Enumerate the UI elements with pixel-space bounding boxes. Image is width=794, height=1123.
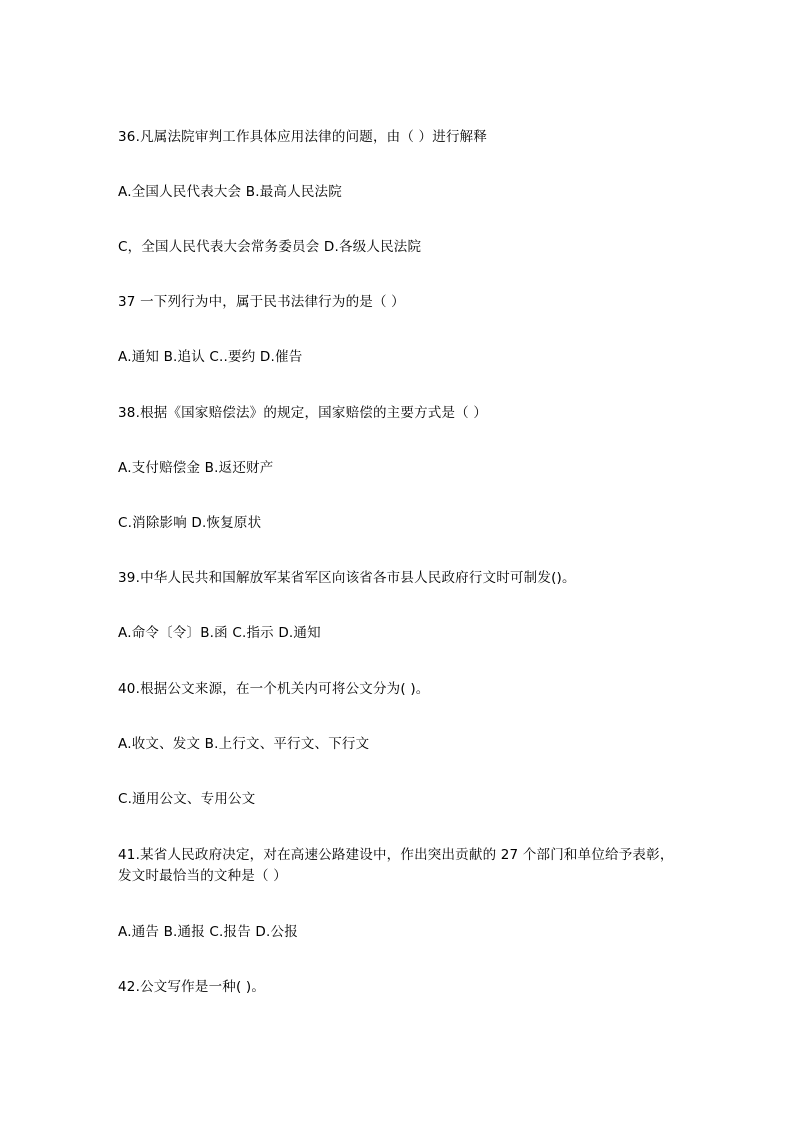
question-39-text: 39.中华人民共和国解放军某省军区向该省各市县人民政府行文时可制发()。 [118, 570, 576, 586]
question-41-options: A.通告 B.通报 C.报告 D.公报 [118, 924, 298, 940]
question-42-text: 42.公文写作是一种( )。 [118, 979, 266, 995]
question-41-text-line-1: 41.某省人民政府决定，对在高速公路建设中，作出突出贡献的 27 个部门和单位给予表彰， [118, 847, 674, 863]
question-38-options-ab: A.支付赔偿金 B.返还财产 [118, 460, 274, 476]
question-36-text: 36.凡属法院审判工作具体应用法律的问题，由（ ）进行解释 [118, 129, 488, 145]
question-38-text: 38.根据《国家赔偿法》的规定，国家赔偿的主要方式是（ ） [118, 405, 488, 421]
question-39-options: A.命令〔令〕B.函 C.指示 D.通知 [118, 625, 321, 641]
question-37-options: A.通知 B.追认 C..要约 D.催告 [118, 349, 303, 365]
question-41-text-line-2: 发文时最恰当的文种是（ ） [118, 868, 287, 884]
question-36-options-cd: C，全国人民代表大会常务委员会 D.各级人民法院 [118, 239, 422, 255]
question-37-text: 37 一下列行为中，属于民书法律行为的是（ ） [118, 294, 405, 310]
question-40-text: 40.根据公文来源，在一个机关内可将公文分为( )。 [118, 681, 430, 697]
question-38-options-cd: C.消除影响 D.恢复原状 [118, 515, 262, 531]
question-40-options-ab: A.收文、发文 B.上行文、平行文、下行文 [118, 736, 370, 752]
question-40-options-c: C.通用公文、专用公文 [118, 791, 256, 807]
question-36-options-ab: A.全国人民代表大会 B.最高人民法院 [118, 184, 342, 200]
